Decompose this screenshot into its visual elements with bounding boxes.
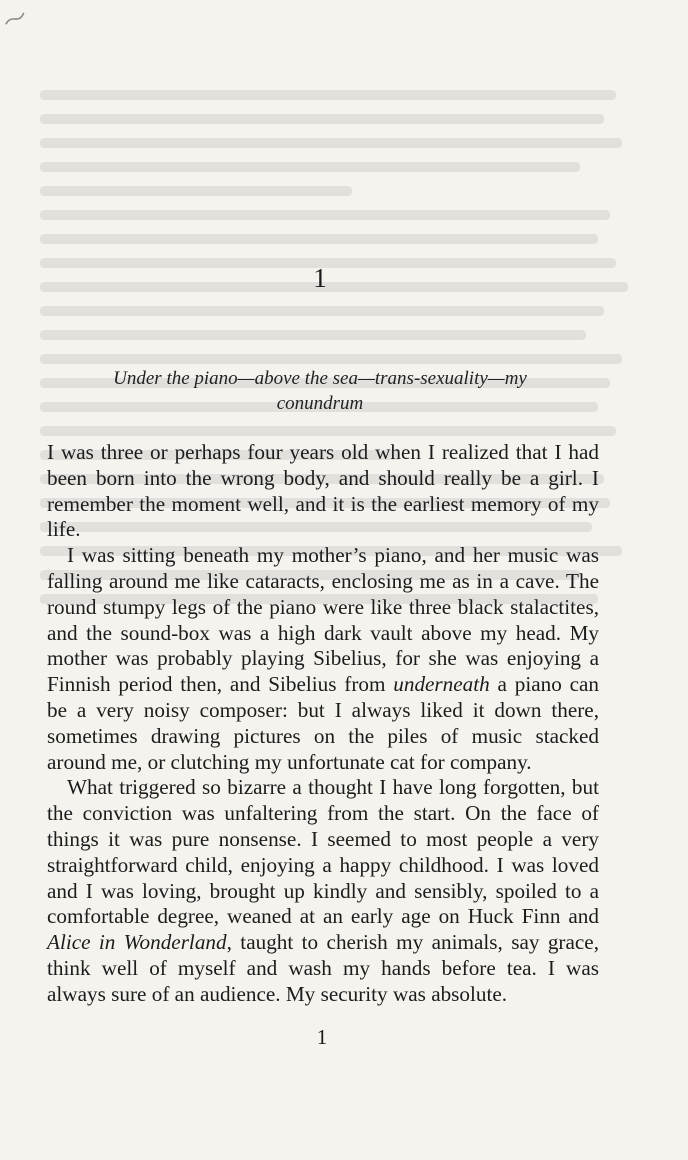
paragraph-text: I was sitting beneath my mother’s piano, and her music was falling around me like cataracts, enclosing me as in a cave. The round stumpy legs of the piano were like three black stalactites, and the sound-box was a high dark vault above my head. My mother was probably playing Sibelius, for she was enjoying a Finnish period then, and Sibelius from xyxy=(47,543,599,697)
paragraph xyxy=(47,543,599,775)
paragraph-text: a piano can be a very noisy composer: but I always liked it down there, sometimes drawing pictures on the piles of music stacked around me, or clutching my unfortunate cat for company. xyxy=(47,672,599,774)
chapter-epigraph: Under the piano—above the sea—trans-sexuality—my conundrum xyxy=(113,368,527,414)
page-number: 1 xyxy=(316,1025,328,1049)
paragraph xyxy=(47,775,599,1007)
paragraph-text: I was three or perhaps four years old when I realized that I had been born into the wrong body, and should really be a girl. I remember the moment well, and it is the earliest memory of my life. xyxy=(47,440,599,542)
chapter-body-text xyxy=(47,440,599,1008)
paragraph-text: What triggered so bizarre a thought I have long forgotten, but the conviction was unfaltering from the start. On the face of things it was pure nonsense. I seemed to most people a very straightforward child, enjoying a happy childhood. I was loved and I was loving, brought up kindly and sensibly, spoiled to a comfortable degree, weaned at an early age on Huck Finn and xyxy=(47,775,599,929)
paragraph-text: , taught to cherish my animals, say grace, think well of myself and wash my hands before tea. I was always sure of an audience. My security was absolute. xyxy=(47,930,599,1006)
italic-title-text: Alice in Wonderland xyxy=(47,930,227,955)
chapter-number: 1 xyxy=(313,263,327,293)
italic-title-text: underneath xyxy=(393,672,490,697)
paragraph xyxy=(47,440,599,543)
ink-smudge-icon xyxy=(3,10,27,28)
